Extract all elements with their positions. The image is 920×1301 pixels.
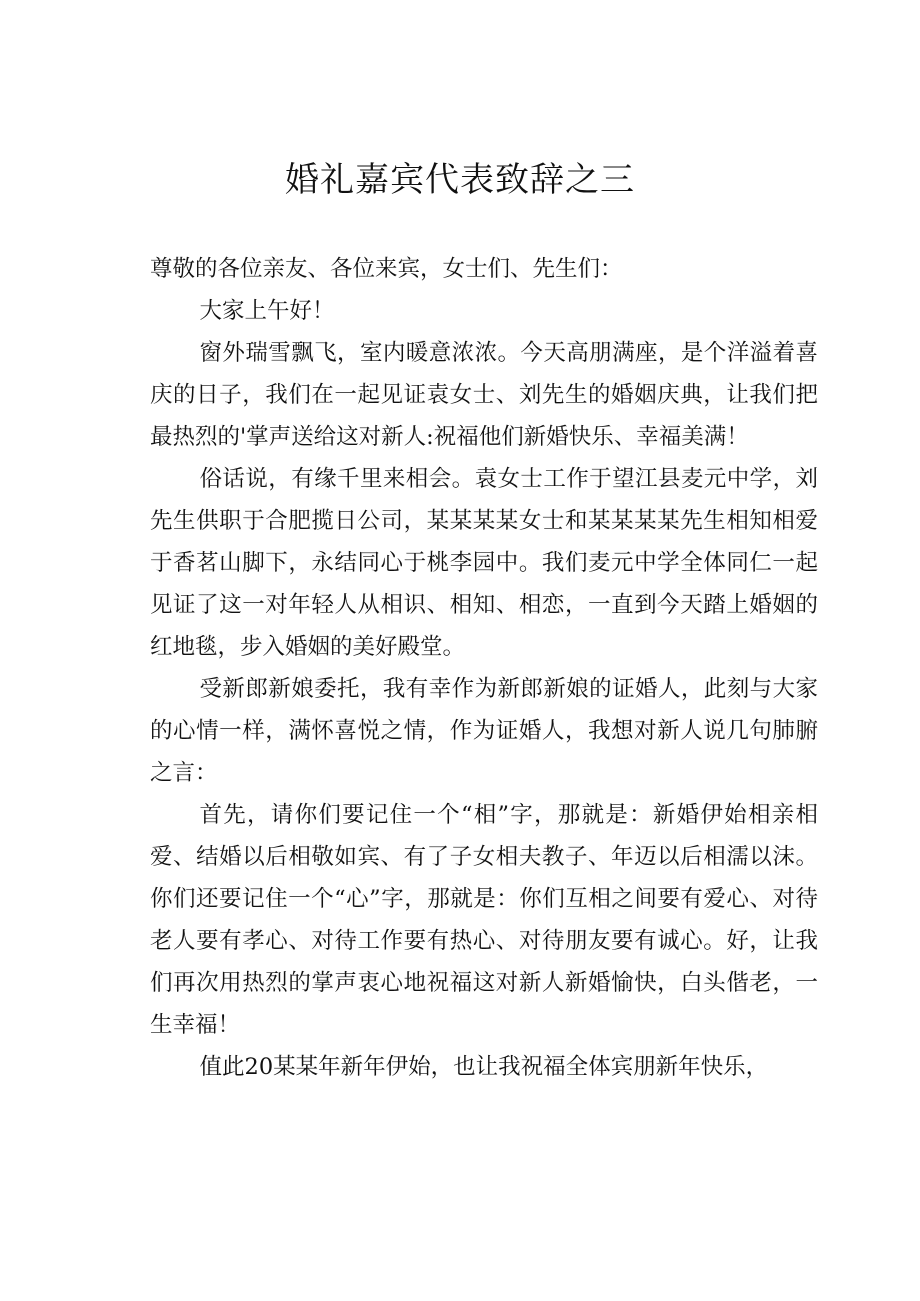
document-body <box>150 248 818 1088</box>
paragraph-new-year: 值此20某某年新年伊始，也让我祝福全体宾朋新年快乐， <box>199 1054 769 1080</box>
salutation: 尊敬的各位亲友、各位来宾，女士们、先生们： <box>150 256 623 282</box>
paragraph-couple-story: 俗话说，有缘千里来相会。袁女士工作于望江县麦元中学，刘先生供职于合肥揽日公司，某某某某女士和某某某某先生相知相爱于香茗山脚下，永结同心于桃李园中。我们麦元中学全体同仁一起见证了这一对年轻人从相识、相知、相恋，一直到今天踏上婚姻的红地毯，步入婚姻的美好殿堂。 <box>150 466 818 660</box>
document-title: 婚礼嘉宾代表致辞之三 <box>285 160 635 200</box>
paragraph-occasion: 窗外瑞雪飘飞，室内暖意浓浓。今天高朋满座，是个洋溢着喜庆的日子，我们在一起见证袁女士、刘先生的婚姻庆典，让我们把最热烈的'掌声送给这对新人:祝福他们新婚快乐、幸福美满！ <box>150 340 818 450</box>
paragraph-witness: 受新郎新娘委托，我有幸作为新郎新娘的证婚人，此刻与大家的心情一样，满怀喜悦之情，作为证婚人，我想对新人说几句肺腑之言： <box>150 676 818 786</box>
paragraph-advice: 首先，请你们要记住一个“相”字，那就是：新婚伊始相亲相爱、结婚以后相敬如宾、有了子女相夫教子、年迈以后相濡以沫。你们还要记住一个“心”字，那就是：你们互相之间要有爱心、对待老人要有孝心、对待工作要有热心、对待朋友要有诚心。好，让我们再次用热烈的掌声衷心地祝福这对新人新婚愉快，白头偕老，一生幸福！ <box>150 802 818 1038</box>
paragraph-greeting: 大家上午好！ <box>199 298 335 324</box>
